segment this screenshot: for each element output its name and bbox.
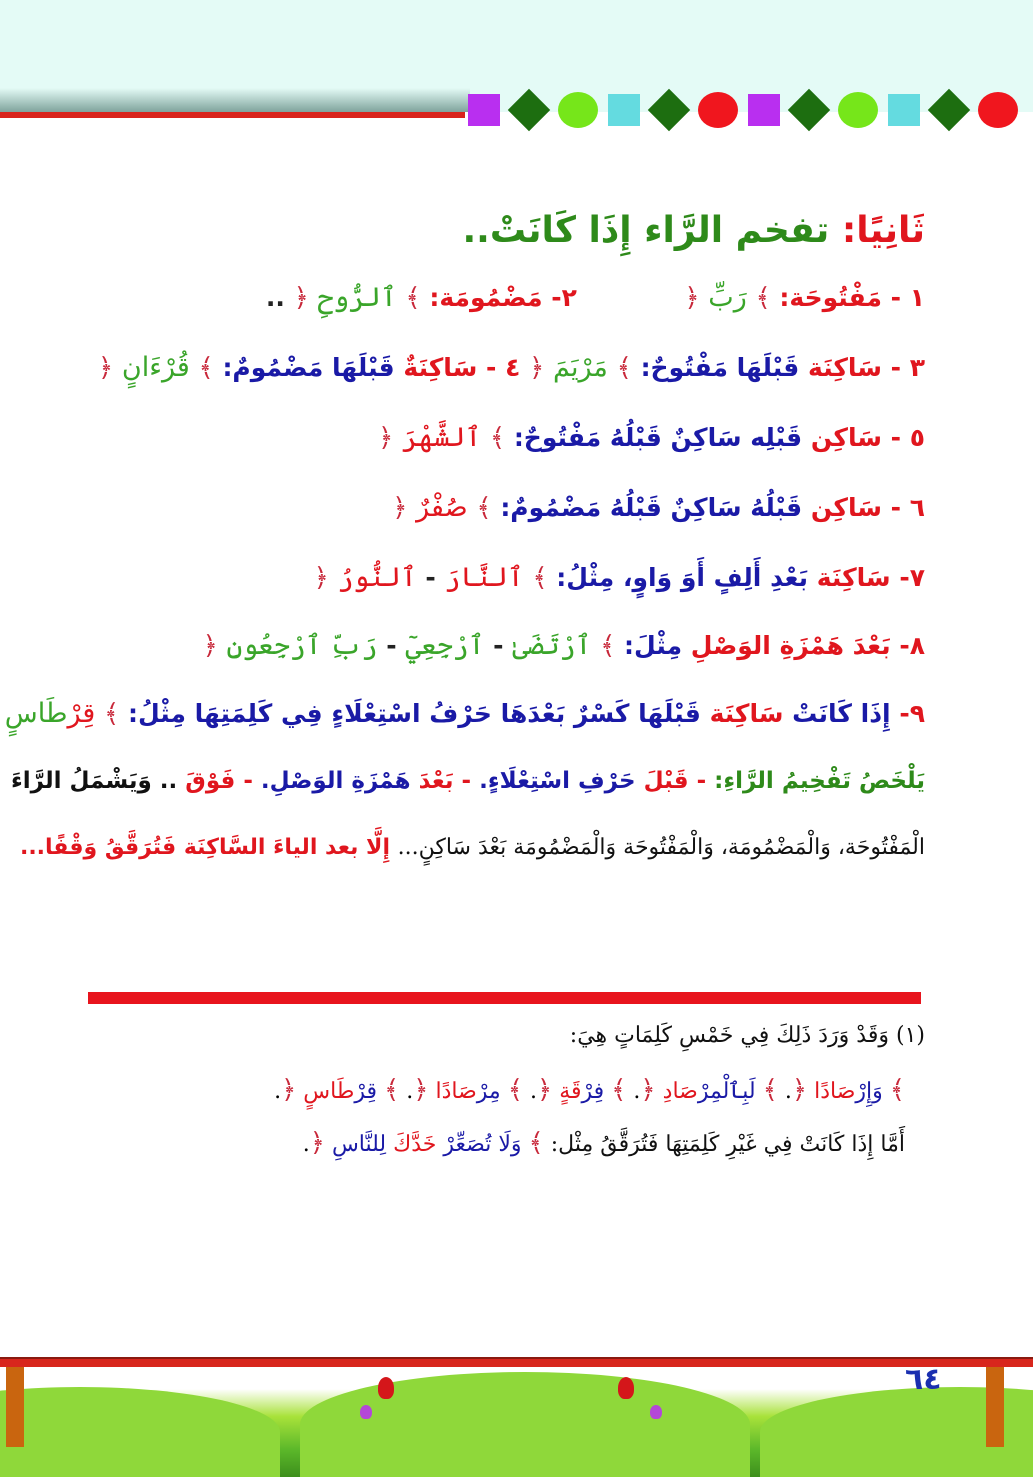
summary-after: - بَعْدَ [418, 768, 472, 794]
rule-3-keyword: سَاكِنَة [808, 353, 882, 382]
outro-example-a: وَلَا تُصَعِّرْ [443, 1132, 522, 1157]
rule-4-number: ٤ - [486, 353, 521, 382]
ornate-bracket-open-icon: ﴾ [489, 423, 506, 453]
rule-8-example-c: رَبِّ ٱرْجِعُونِ [226, 630, 378, 661]
ornate-bracket-close-icon: ﴿ [791, 1075, 808, 1105]
word-part: فِرْ [581, 1079, 605, 1104]
ornate-bracket-open-icon: ﴾ [889, 1075, 905, 1105]
rule-4-text: قَبْلَهَا مَضْمُومٌ: [222, 353, 395, 382]
footer-grass-illustration [0, 1367, 1033, 1477]
summary-line-2 [20, 835, 925, 860]
rule-8-example-b: ٱرْجِعِيٓ [405, 630, 485, 661]
rule-8-text: مِثْلَ: [624, 631, 683, 660]
word-part: صَادًا [435, 1079, 477, 1104]
rule-3-example: مَرْيَمَ [553, 352, 608, 383]
ornate-bracket-close-icon: ﴿ [293, 283, 309, 313]
rule-8-keyword: بَعْدَ هَمْزَةِ الوَصْلِ [690, 631, 891, 660]
word-part: مِرْ [476, 1079, 501, 1104]
rule-6-number: ٦ - [890, 493, 925, 522]
ornate-bracket-close-icon: ﴿ [97, 353, 114, 383]
rule-1-label: ١ - مَفْتُوحَة: [779, 283, 925, 312]
footnote-intro: (١) وَقَدْ وَرَدَ ذَلِكَ فِي خَمْسِ كَلِمَاتٍ هِيَ: [569, 1023, 925, 1048]
summary-text: الْمَفْتُوحَة، وَالْمَضْمُومَة، وَالْمَفْتُوحَة وَالْمَضْمُومَة بَعْدَ سَاكِنٍ... [397, 835, 925, 860]
summary-letter: حَرْفِ اسْتِعْلَاءٍ. [479, 768, 636, 794]
summary-above: - فَوْقَ [185, 768, 253, 794]
circle-decor-icon [558, 92, 598, 128]
rule-1-2 [266, 282, 925, 313]
ornate-bracket-open-icon: ﴾ [104, 699, 120, 729]
word-part: صَادًا [814, 1079, 856, 1104]
ornate-bracket-open-icon: ﴾ [755, 283, 771, 313]
title-text: تفخم الرَّاء إِذَا كَانَتْ.. [462, 210, 830, 251]
ornate-bracket-open-icon: ﴾ [507, 1075, 523, 1105]
footnote-divider [88, 992, 921, 1004]
flower-icon [360, 1405, 372, 1419]
word-part: طَاسٍ [303, 1079, 355, 1104]
rule-5-example: ٱلشَّهْرَ [402, 422, 482, 453]
outro-example-b: خَدَّكَ [393, 1132, 437, 1157]
ornate-bracket-close-icon: ﴿ [313, 563, 329, 593]
square-decor-icon [608, 94, 640, 126]
ornate-bracket-open-icon: ﴾ [476, 493, 492, 523]
flower-icon [618, 1377, 634, 1399]
flower-icon [378, 1377, 394, 1399]
fence-post [6, 1367, 24, 1447]
diamond-decor-icon [928, 89, 970, 131]
ornate-bracket-close-icon: ﴿ [309, 1128, 325, 1158]
ornate-bracket-close-icon: ﴿ [392, 493, 408, 523]
ornate-bracket-open-icon: ﴾ [384, 1075, 400, 1105]
rule-6-keyword: سَاكِن [810, 493, 882, 522]
rule-9-example-b: طَاسٍ [4, 698, 68, 729]
rule-5 [378, 422, 925, 453]
word-part: لَبِٱلْمِرْ [697, 1079, 756, 1104]
diamond-decor-icon [788, 89, 830, 131]
hill [300, 1372, 750, 1477]
rule-7-keyword: سَاكِنَة [816, 563, 891, 592]
word-part: وَإِرْ [855, 1079, 883, 1104]
ornate-bracket-close-icon: ﴿ [684, 283, 700, 313]
separator: - [493, 631, 504, 660]
rule-5-keyword: سَاكِن [810, 423, 882, 452]
rule-8-number: ٨- [899, 631, 925, 660]
separator: - [425, 563, 436, 592]
ornate-bracket-open-icon: ﴾ [616, 353, 632, 383]
footnote-words: ﴾ وَإِرْصَادًا ﴿. ﴾ لَبِٱلْمِرْصَادِ ﴿. ﴾ فِرْقَةٍ ﴿. ﴾ مِرْصَادًا ﴿. ﴾ قِرْطَاسٍ ﴿. [274, 1075, 905, 1105]
fence-post [986, 1367, 1004, 1447]
rule-6 [392, 492, 925, 523]
ornate-bracket-open-icon: ﴾ [600, 631, 616, 661]
rule-9-text-a: إِذَا كَانَتْ [792, 699, 891, 728]
rule-3-number: ٣ - [890, 353, 925, 382]
rule-7-number: ٧- [899, 563, 925, 592]
rule-4-keyword: سَاكِنَةٌ [403, 353, 478, 382]
rule-8 [203, 630, 925, 661]
ornate-bracket-open-icon: ﴾ [528, 1128, 544, 1158]
footer-red-line [0, 1357, 1033, 1367]
ornate-bracket-close-icon: ﴿ [378, 423, 394, 453]
rule-5-text: قَبْلِه سَاكِنٌ قَبْلُهُ مَفْتُوحٌ: [513, 423, 803, 452]
ornate-bracket-close-icon: ﴿ [529, 353, 545, 383]
rule-9-keyword: سَاكِنَة [709, 699, 784, 728]
word-part: صَادِ [662, 1079, 698, 1104]
circle-decor-icon [698, 92, 738, 128]
summary-hamza: هَمْزَةِ الوَصْلِ. [260, 768, 411, 794]
summary-includes: .. وَيَشْمَلُ الرَّاءَ [11, 768, 178, 794]
header-red-line [0, 112, 465, 118]
diamond-decor-icon [508, 89, 550, 131]
rule-3-text: قَبْلَهَا مَفْتُوحٌ: [640, 353, 800, 382]
hill [0, 1387, 280, 1477]
rule-9-text-b: قَبْلَهَا كَسْرٌ بَعْدَهَا حَرْفُ اسْتِعْلَاءٍ فِي كَلِمَتِهَا مِثْلُ: [127, 699, 701, 728]
rule-4-example: قُرْءَانٍ [121, 352, 190, 383]
square-decor-icon [468, 94, 500, 126]
ornate-bracket-open-icon: ﴾ [405, 283, 421, 313]
rule-2-label: ٢- مَضْمُومَة: [429, 283, 577, 312]
ornate-bracket-close-icon: ﴿ [202, 631, 218, 661]
summary-exception: إِلَّا بعد الياءَ السَّاكِنَة فَتُرَقَّقُ وَقْفًا... [19, 835, 390, 860]
flower-icon [650, 1405, 662, 1419]
footnote-outro-text: أَمَّا إِذَا كَانَتْ فِي غَيْرِ كَلِمَتِهَا فَتُرَقَّقُ مِثْل: [550, 1132, 905, 1157]
ornate-bracket-close-icon: ﴿ [536, 1075, 553, 1105]
summary-line-1 [11, 768, 925, 794]
rule-7-example-b: ٱلنُّورُ [337, 562, 417, 593]
ornate-bracket-open-icon: ﴾ [198, 353, 214, 383]
circle-decor-icon [978, 92, 1018, 128]
section-title [462, 210, 925, 251]
rule-6-text: قَبْلُهُ سَاكِنٌ قَبْلُهُ مَضْمُومٌ: [500, 493, 803, 522]
outro-example-c: لِلنَّاسِ [331, 1132, 387, 1157]
rule-7-example-a: ٱلنَّارَ [444, 562, 524, 593]
title-prefix: ثَانِيًا: [841, 210, 925, 251]
rule-7-text: بَعْدِ أَلِفٍ أَوَ وَاوٍ، مِثْلُ: [556, 563, 809, 592]
rule-3-4 [98, 352, 925, 383]
word-part: قِرْ [354, 1079, 378, 1104]
summary-label: يَلْخَصُ تَفْخِيمُ الرَّاءِ: [714, 768, 925, 794]
rule-6-example: صُفْرٌ [416, 492, 468, 523]
summary-before: - قَبْلَ [643, 768, 707, 794]
square-decor-icon [888, 94, 920, 126]
footnote-outro: أَمَّا إِذَا كَانَتْ فِي غَيْرِ كَلِمَتِهَا فَتُرَقَّقُ مِثْل: ﴾ وَلَا تُصَعِّرْ خَدَّكَ لِلنَّاسِ ﴿. [302, 1128, 905, 1158]
rule-2-example: ٱلرُّوحِ [317, 282, 397, 313]
rule-9-example-a: قِرْ [67, 698, 96, 729]
rule-7 [314, 562, 925, 593]
ornate-bracket-close-icon: ﴿ [281, 1075, 297, 1105]
word-part: قَةٍ [559, 1079, 582, 1104]
square-decor-icon [748, 94, 780, 126]
ornate-bracket-open-icon: ﴾ [532, 563, 548, 593]
ornate-bracket-open-icon: ﴾ [762, 1075, 778, 1105]
diamond-decor-icon [648, 89, 690, 131]
separator: - [386, 631, 397, 660]
rule-5-number: ٥ - [890, 423, 925, 452]
decorative-shapes-row [468, 90, 1033, 130]
rule-end-dots: .. [265, 283, 285, 312]
ornate-bracket-open-icon: ﴾ [611, 1075, 627, 1105]
rule-9-number: ٩- [899, 699, 925, 728]
rule-8-example-a: ٱرْتَضَىٰ [512, 630, 592, 661]
page-number: ٦٤ [905, 1362, 942, 1397]
rule-1-example: رَبِّ [708, 282, 747, 313]
ornate-bracket-close-icon: ﴿ [413, 1075, 429, 1105]
header-shadow [0, 88, 470, 112]
ornate-bracket-close-icon: ﴿ [640, 1075, 656, 1105]
circle-decor-icon [838, 92, 878, 128]
rule-9 [0, 698, 925, 729]
